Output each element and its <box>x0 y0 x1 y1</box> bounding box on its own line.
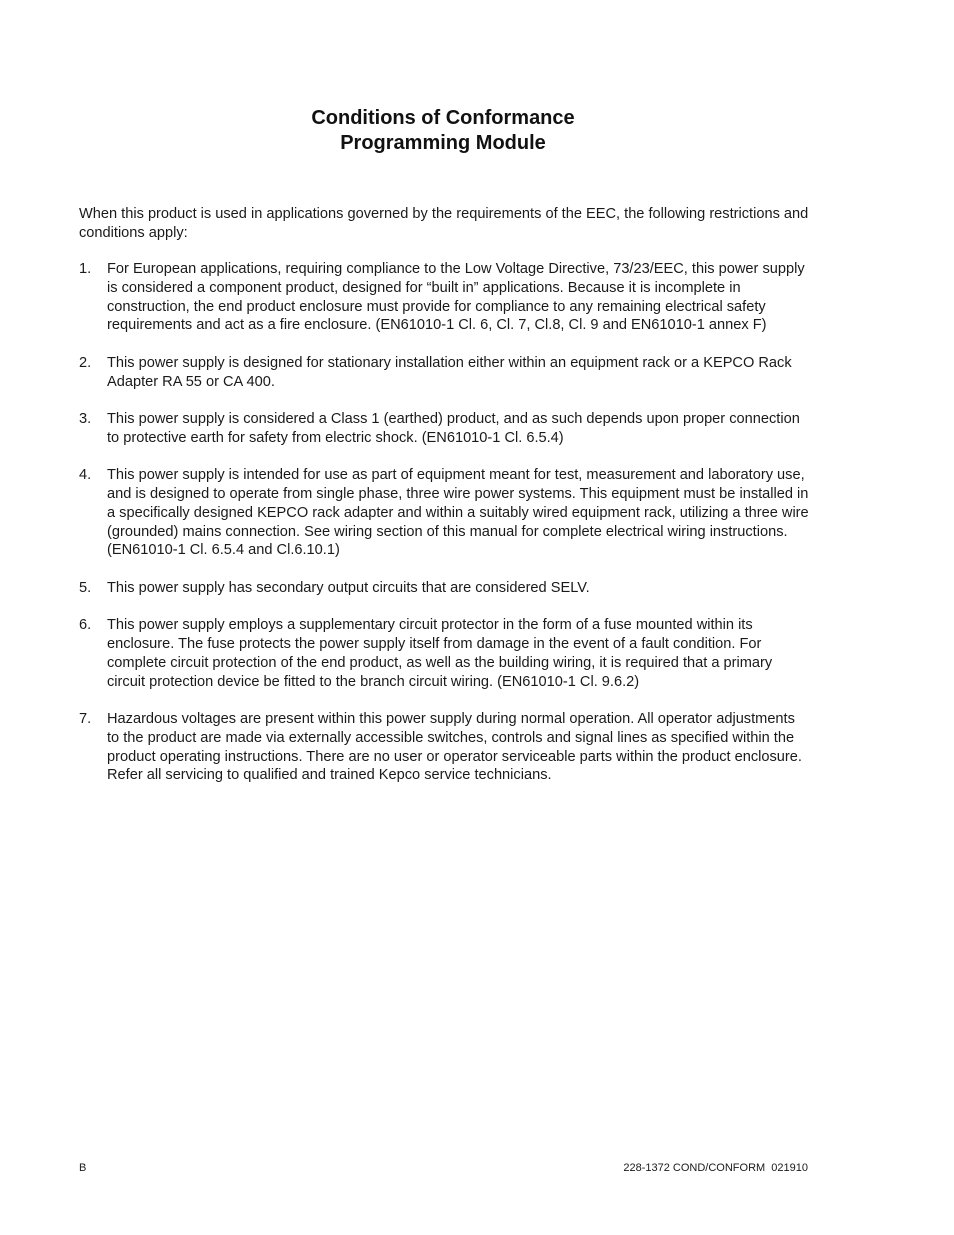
list-item <box>79 260 809 335</box>
list-item-number: 4. <box>79 467 92 484</box>
list-item <box>79 354 809 392</box>
page-title <box>0 106 886 156</box>
list-item <box>79 410 809 448</box>
list-item-text: This power supply is considered a Class 1 (earthed) product, and as such depends upon proper connection to protective earth for safety from electric shock. (EN61010-1 Cl. 6.5.4) <box>107 410 800 446</box>
list-item <box>79 710 809 785</box>
list-item-number: 6. <box>79 617 92 634</box>
list-item <box>79 579 809 598</box>
intro-paragraph: When this product is used in applications governed by the requirements of the EEC, the following restrictions and conditions apply: <box>79 206 809 241</box>
list-item-text: This power supply has secondary output circuits that are considered SELV. <box>107 579 590 596</box>
footer-doc-code: 228-1372 COND/CONFORM 021910 <box>623 1162 808 1174</box>
list-item-text: This power supply is intended for use as part of equipment meant for test, measurement and laboratory use, and is designed to operate from single phase, three wire power systems. This equipment must be installed in a specifically designed KEPCO rack adapter and within a suitably wired equipment rack, utilizing a three wire (grounded) mains connection. See wiring section of this manual for complete electrical wiring instructions. (EN61010-1 Cl. 6.5.4 and Cl.6.10.1) <box>107 467 809 559</box>
list-item-number: 7. <box>79 710 92 727</box>
list-item-number: 2. <box>79 354 92 371</box>
list-item <box>79 616 809 691</box>
list-item-text: Hazardous voltages are present within this power supply during normal operation. All operator adjustments to the product are made via externally accessible switches, controls and signal lines as specified within the product operating instructions. There are no user or operator serviceable parts within the product enclosure. Refer all servicing to qualified and trained Kepco service technicians. <box>107 710 802 784</box>
list-item-number: 5. <box>79 579 92 596</box>
conditions-list <box>79 260 809 804</box>
list-item-number: 3. <box>79 410 92 427</box>
list-item-text: This power supply is designed for stationary installation either within an equipment rack or a KEPCO Rack Adapter RA 55 or CA 400. <box>107 354 792 390</box>
list-item-text: For European applications, requiring compliance to the Low Voltage Directive, 73/23/EEC, this power supply is considered a component product, designed for “built in” applications. Because it is incomplete in construction, the end product enclosure must provide for compliance to any remaining electrical safety requirements and act as a fire enclosure. (EN61010-1 Cl. 6, Cl. 7, Cl.8, Cl. 9 and EN61010-1 annex F) <box>107 261 805 334</box>
title-line-2: Programming Module <box>340 132 546 154</box>
footer-page-letter: B <box>79 1162 87 1174</box>
list-item <box>79 466 809 560</box>
title-line-1: Conditions of Conformance <box>311 107 575 129</box>
list-item-text: This power supply employs a supplementary circuit protector in the form of a fuse mounted within its enclosure. The fuse protects the power supply itself from damage in the event of a fault condition. For complete circuit protection of the end product, as well as the building wiring, it is required that a primary circuit protection device be fitted to the branch circuit wiring. (EN61010-1 Cl. 9.6.2) <box>107 617 773 690</box>
list-item-number: 1. <box>79 261 92 277</box>
